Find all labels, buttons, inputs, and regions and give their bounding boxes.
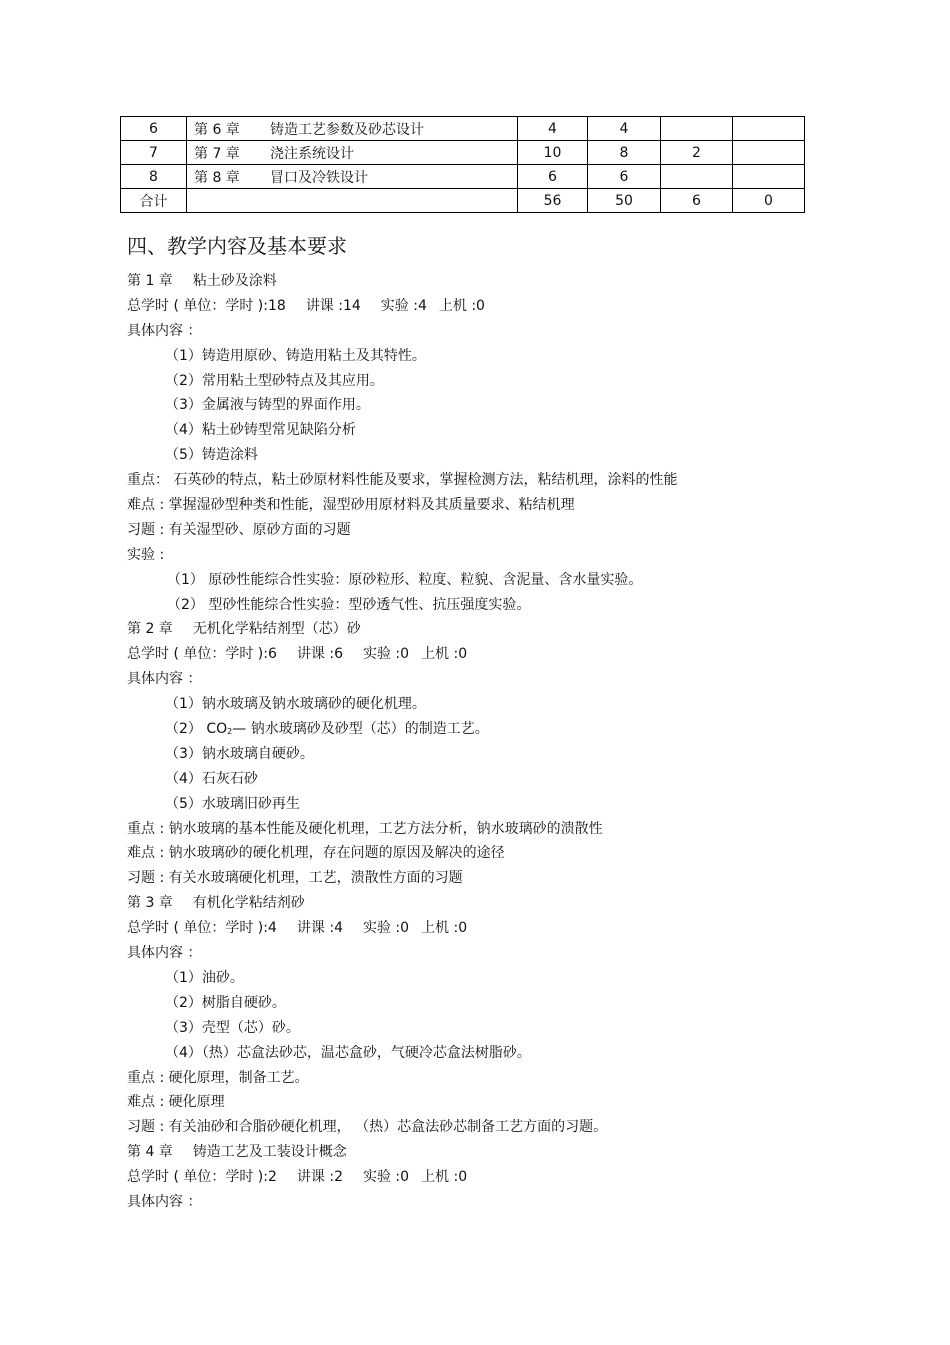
total-hours-cell: 6: [518, 165, 588, 189]
list-item: （1）油砂。: [165, 969, 244, 986]
list-item: （2）树脂自硬砂。: [165, 994, 286, 1011]
computer-hours: 上机 :0: [421, 646, 468, 663]
chapter-number: 第 3 章: [127, 895, 173, 912]
chapter-number: 第 1 章: [127, 273, 173, 289]
experiment-item: （2） 型砂性能综合性实验：型砂透气性、抗压强度实验。: [167, 596, 531, 613]
row-number: 7: [121, 141, 187, 165]
lecture-hours-cell: 4: [588, 117, 661, 141]
chapter-number: 第 7 章: [194, 145, 240, 162]
lab-hours-cell: 6: [661, 189, 733, 213]
list-item: （2）常用粘土型砂特点及其应用。: [165, 372, 384, 389]
experiment-item: （1） 原砂性能综合性实验：原砂粒形、粒度、粒貌、含泥量、含水量实验。: [167, 571, 643, 588]
lab-hours-cell: [661, 165, 733, 189]
list-item: （5）铸造涂料: [165, 447, 258, 464]
total-hours: 总学时 ( 单位：学时 ):4: [127, 920, 277, 937]
table-row: [121, 165, 805, 189]
computer-hours-cell: [733, 117, 805, 141]
computer-hours: 上机 :0: [421, 1169, 468, 1186]
hours-line: [127, 916, 807, 941]
chapter-heading: [127, 269, 807, 294]
computer-hours: 上机 :0: [438, 297, 485, 314]
list-item: （4）粘土砂铸型常见缺陷分析: [165, 422, 356, 439]
total-hours-cell: 56: [518, 189, 588, 213]
list-item: （4）石灰石砂: [165, 770, 258, 787]
total-hours: 总学时 ( 单位：学时 ):2: [127, 1169, 277, 1186]
total-hours: 总学时 ( 单位：学时 ):18: [127, 297, 286, 314]
list-item-prefix: （2） CO: [165, 721, 228, 738]
chapter-title: 有机化学粘结剂砂: [192, 895, 305, 912]
chapter-title: 无机化学粘结剂型（芯）砂: [192, 621, 361, 638]
section-title: 四、教学内容及基本要求: [127, 234, 347, 258]
lecture-hours: 讲课 :14: [305, 297, 361, 314]
hours-line: [127, 642, 807, 667]
row-number: 6: [121, 117, 187, 141]
chapter-name-cell: [187, 189, 518, 213]
content-label: 具体内容 ：: [127, 1193, 202, 1210]
lecture-hours-cell: 6: [588, 165, 661, 189]
lecture-hours-cell: 50: [588, 189, 661, 213]
total-hours: 总学时 ( 单位：学时 ):6: [127, 646, 277, 663]
difficulties: 难点 : 掌握湿砂型种类和性能，湿型砂用原材料及其质量要求、粘结机理: [127, 497, 575, 514]
lab-hours: 实验 :0: [362, 920, 410, 937]
experiments-label: 实验 :: [127, 546, 165, 563]
total-label: 合计: [121, 189, 187, 213]
lab-hours-cell: 2: [661, 141, 733, 165]
chapter-heading: [127, 617, 807, 642]
content-label: 具体内容 ：: [127, 671, 202, 688]
chapter-number: 第 8 章: [194, 169, 240, 186]
list-item: （1）铸造用原砂、铸造用粘土及其特性。: [165, 347, 426, 364]
chapter-number: 第 6 章: [194, 121, 240, 138]
hours-line: [127, 294, 807, 319]
list-item: （4）（热）芯盒法砂芯，温芯盒砂，气硬冷芯盒法树脂砂。: [165, 1044, 531, 1061]
chapter-title: 铸造工艺参数及砂芯设计: [270, 121, 424, 138]
row-number: 8: [121, 165, 187, 189]
class-hours-table: [120, 116, 805, 213]
key-points: 重点： 石英砂的特点，粘土砂原材料性能及要求，掌握检测方法，粘结机理，涂料的性能: [127, 472, 678, 489]
exercises: 习题 : 有关湿型砂、原砂方面的习题: [127, 521, 351, 538]
key-points: 重点 : 钠水玻璃的基本性能及硬化机理，工艺方法分析，钠水玻璃砂的溃散性: [127, 820, 603, 837]
lecture-hours: 讲课 :4: [296, 920, 343, 937]
table-total-row: [121, 189, 805, 213]
chapter-name-cell: [187, 117, 518, 141]
table-row: [121, 117, 805, 141]
subscript-two: 2: [227, 727, 233, 737]
computer-hours-cell: [733, 165, 805, 189]
chapter-name-cell: [187, 165, 518, 189]
list-item: （3）壳型（芯）砂。: [165, 1019, 300, 1036]
lab-hours: 实验 :0: [362, 1169, 410, 1186]
chapter-heading: [127, 1140, 807, 1165]
lecture-hours-cell: 8: [588, 141, 661, 165]
list-item: （5）水玻璃旧砂再生: [165, 795, 300, 812]
lab-hours: 实验 :0: [362, 646, 410, 663]
computer-hours-cell: 0: [733, 189, 805, 213]
teaching-content: [127, 269, 807, 1215]
key-points: 重点 : 硬化原理，制备工艺。: [127, 1069, 309, 1086]
chapter-title: 粘土砂及涂料: [192, 273, 277, 289]
lecture-hours: 讲课 :2: [296, 1169, 343, 1186]
chapter-name-cell: [187, 141, 518, 165]
list-item: （1）钠水玻璃及钠水玻璃砂的硬化机理。: [165, 696, 426, 713]
exercises: 习题 : 有关油砂和合脂砂硬化机理， （热）芯盒法砂芯制备工艺方面的习题。: [127, 1119, 608, 1136]
total-hours-cell: 4: [518, 117, 588, 141]
exercises: 习题 : 有关水玻璃硬化机理，工艺，溃散性方面的习题: [127, 870, 463, 887]
list-item: （3）金属液与铸型的界面作用。: [165, 397, 370, 414]
hours-line: [127, 1165, 807, 1190]
computer-hours-cell: [733, 141, 805, 165]
lab-hours: 实验 :4: [380, 297, 427, 314]
computer-hours: 上机 :0: [421, 920, 468, 937]
lab-hours-cell: [661, 117, 733, 141]
difficulties: 难点 : 硬化原理: [127, 1094, 225, 1111]
list-item: [127, 717, 807, 742]
list-item: （3）钠水玻璃自硬砂。: [165, 745, 314, 762]
chapter-number: 第 2 章: [127, 621, 173, 638]
chapter-title: 浇注系统设计: [270, 145, 354, 162]
chapter-number: 第 4 章: [127, 1144, 173, 1161]
chapter-title: 铸造工艺及工装设计概念: [192, 1144, 347, 1161]
difficulties: 难点 : 钠水玻璃砂的硬化机理，存在问题的原因及解决的途径: [127, 845, 505, 862]
content-label: 具体内容 ：: [127, 322, 202, 339]
content-label: 具体内容 ：: [127, 945, 202, 962]
chapter-title: 冒口及冷铁设计: [270, 169, 368, 186]
list-item-suffix: — 钠水玻璃砂及砂型（芯）的制造工艺。: [232, 721, 489, 738]
lecture-hours: 讲课 :6: [296, 646, 343, 663]
total-hours-cell: 10: [518, 141, 588, 165]
chapter-heading: [127, 891, 807, 916]
table-row: [121, 141, 805, 165]
